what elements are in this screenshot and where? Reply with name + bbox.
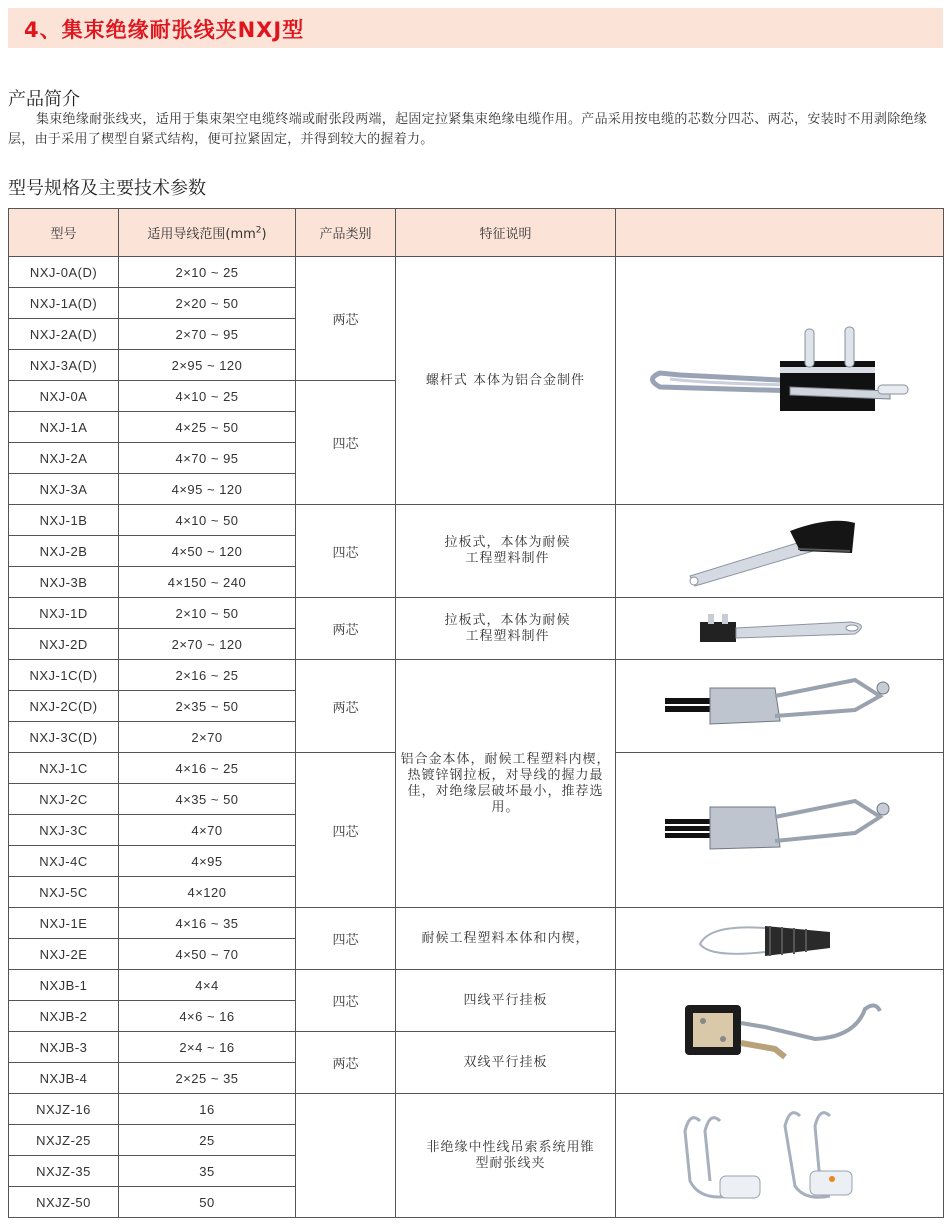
- range-cell: 4×120: [119, 877, 296, 908]
- model-cell: NXJ-2A(D): [9, 319, 119, 350]
- range-cell: 4×95: [119, 846, 296, 877]
- model-cell: NXJ-1C: [9, 753, 119, 784]
- range-cell: 2×70 ~ 120: [119, 629, 296, 660]
- model-cell: NXJB-2: [9, 1001, 119, 1032]
- range-cell: 4×95 ~ 120: [119, 474, 296, 505]
- range-cell: 4×50 ~ 70: [119, 939, 296, 970]
- model-cell: NXJ-1A(D): [9, 288, 119, 319]
- product-image-parallel-hanger: [616, 970, 944, 1094]
- product-image-bolt-type: [616, 257, 944, 505]
- model-cell: NXJ-1B: [9, 505, 119, 536]
- range-cell: 4×10 ~ 25: [119, 381, 296, 412]
- range-cell: 4×4: [119, 970, 296, 1001]
- model-cell: NXJ-5C: [9, 877, 119, 908]
- spec-table: [8, 208, 944, 1218]
- category-cell-empty: [296, 1094, 396, 1218]
- range-cell: 4×25 ~ 50: [119, 412, 296, 443]
- range-cell: 4×70: [119, 815, 296, 846]
- model-cell: NXJ-1E: [9, 908, 119, 939]
- page-title: 4、集束绝缘耐张线夹NXJ型: [24, 18, 305, 42]
- table-row: [9, 908, 944, 939]
- model-cell: NXJB-1: [9, 970, 119, 1001]
- table-row: [9, 1094, 944, 1125]
- range-cell: 2×70 ~ 95: [119, 319, 296, 350]
- range-cell: 4×10 ~ 50: [119, 505, 296, 536]
- model-cell: NXJ-3A: [9, 474, 119, 505]
- product-image-cone-clamp: [616, 1094, 944, 1218]
- category-cell: 两芯: [296, 660, 396, 753]
- range-cell: 2×10 ~ 50: [119, 598, 296, 629]
- range-cell: 50: [119, 1187, 296, 1218]
- range-cell: 4×16 ~ 35: [119, 908, 296, 939]
- product-image-plastic-wedge: [616, 908, 944, 970]
- range-cell: 2×35 ~ 50: [119, 691, 296, 722]
- header-image: [616, 209, 944, 257]
- category-cell: 四芯: [296, 381, 396, 505]
- desc-cell: 双线平行挂板: [396, 1032, 616, 1094]
- desc-cell: 非绝缘中性线吊索系统用锥型耐张线夹: [396, 1094, 616, 1218]
- table-row: [9, 257, 944, 288]
- desc-cell: 铝合金本体，耐候工程塑料内楔，热镀锌钢拉板，对导线的握力最佳，对绝缘层破坏最小，推荐选用。: [396, 660, 616, 908]
- model-cell: NXJ-2C: [9, 784, 119, 815]
- intro-heading: 产品简介: [8, 89, 80, 110]
- range-cell: 4×6 ~ 16: [119, 1001, 296, 1032]
- range-cell: 25: [119, 1125, 296, 1156]
- model-cell: NXJ-0A: [9, 381, 119, 412]
- header-range: 适用导线范围$(mm^2)$: [119, 209, 296, 257]
- desc-cell: 耐候工程塑料本体和内楔，: [396, 908, 616, 970]
- model-cell: NXJ-3C(D): [9, 722, 119, 753]
- product-image-plate-type-b: [616, 505, 944, 598]
- table-row: [9, 660, 944, 691]
- specs-heading: 型号规格及主要技术参数: [8, 178, 206, 199]
- range-cell: 4×16 ~ 25: [119, 753, 296, 784]
- header-model: 型号: [9, 209, 119, 257]
- model-cell: NXJ-1A: [9, 412, 119, 443]
- model-cell: NXJ-1D: [9, 598, 119, 629]
- category-cell: 四芯: [296, 753, 396, 908]
- category-cell: 两芯: [296, 257, 396, 381]
- model-cell: NXJB-3: [9, 1032, 119, 1063]
- model-cell: NXJ-2A: [9, 443, 119, 474]
- model-cell: NXJB-4: [9, 1063, 119, 1094]
- intro-text: 集束绝缘耐张线夹，适用于集束架空电缆终端或耐张段两端，起固定拉紧集束绝缘电缆作用。产品采用按电缆的芯数分四芯、两芯，安装时不用剥除绝缘层，由于采用了楔型自紧式结构，便可拉紧固定，并得到较大的握着力。: [8, 112, 928, 147]
- range-cell: 4×70 ~ 95: [119, 443, 296, 474]
- model-cell: NXJ-4C: [9, 846, 119, 877]
- model-cell: NXJZ-16: [9, 1094, 119, 1125]
- product-image-plate-type-d: [616, 598, 944, 660]
- product-image-wedge-type-2c: [616, 660, 944, 753]
- range-cell: 16: [119, 1094, 296, 1125]
- table-row: [9, 598, 944, 629]
- model-cell: NXJ-2C(D): [9, 691, 119, 722]
- range-cell: 2×25 ~ 35: [119, 1063, 296, 1094]
- model-cell: NXJ-1C(D): [9, 660, 119, 691]
- product-image-wedge-type-4c: [616, 753, 944, 908]
- range-cell: 2×16 ~ 25: [119, 660, 296, 691]
- category-cell: 四芯: [296, 970, 396, 1032]
- model-cell: NXJZ-25: [9, 1125, 119, 1156]
- category-cell: 两芯: [296, 598, 396, 660]
- table-row: [9, 970, 944, 1001]
- range-cell: 2×95 ~ 120: [119, 350, 296, 381]
- range-cell: 4×35 ~ 50: [119, 784, 296, 815]
- model-cell: NXJZ-35: [9, 1156, 119, 1187]
- model-cell: NXJ-0A(D): [9, 257, 119, 288]
- range-cell: 4×150 ~ 240: [119, 567, 296, 598]
- range-cell: 35: [119, 1156, 296, 1187]
- model-cell: NXJZ-50: [9, 1187, 119, 1218]
- table-header-row: [9, 209, 944, 257]
- range-cell: 2×70: [119, 722, 296, 753]
- category-cell: 四芯: [296, 908, 396, 970]
- model-cell: NXJ-2D: [9, 629, 119, 660]
- desc-cell: 四线平行挂板: [396, 970, 616, 1032]
- header-desc: 特征说明: [396, 209, 616, 257]
- range-cell: 2×10 ~ 25: [119, 257, 296, 288]
- table-row: [9, 505, 944, 536]
- header-category: 产品类别: [296, 209, 396, 257]
- category-cell: 两芯: [296, 1032, 396, 1094]
- desc-cell: 拉板式，本体为耐候工程塑料制件: [396, 598, 616, 660]
- range-cell: 4×50 ~ 120: [119, 536, 296, 567]
- range-cell: 2×4 ~ 16: [119, 1032, 296, 1063]
- model-cell: NXJ-3C: [9, 815, 119, 846]
- title-bar: [8, 8, 943, 48]
- model-cell: NXJ-3B: [9, 567, 119, 598]
- model-cell: NXJ-2E: [9, 939, 119, 970]
- model-cell: NXJ-3A(D): [9, 350, 119, 381]
- model-cell: NXJ-2B: [9, 536, 119, 567]
- desc-cell: 螺杆式 本体为铝合金制件: [396, 257, 616, 505]
- range-cell: 2×20 ~ 50: [119, 288, 296, 319]
- desc-cell: 拉板式，本体为耐候工程塑料制件: [396, 505, 616, 598]
- category-cell: 四芯: [296, 505, 396, 598]
